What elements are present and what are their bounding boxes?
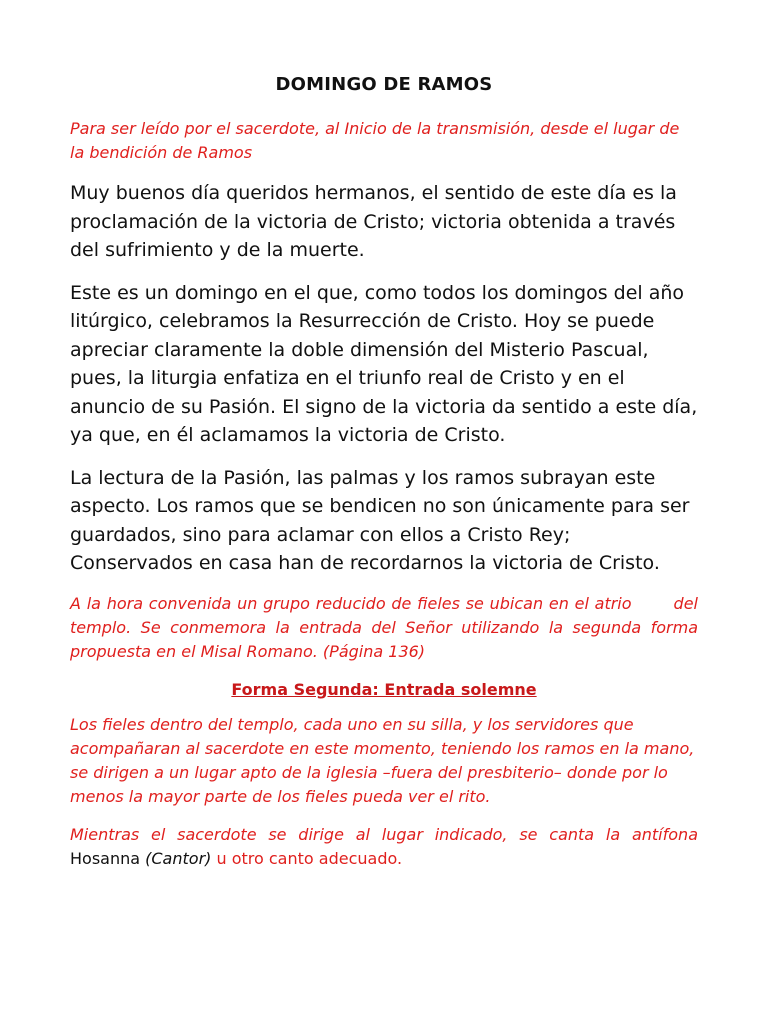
section-title: Forma Segunda: Entrada solemne bbox=[231, 679, 537, 699]
antiphon-tail: u otro canto adecuado. bbox=[216, 848, 403, 868]
rubric-antiphon-lead: Mientras el sacerdote se dirige al lugar indicado, se canta la antífona bbox=[70, 824, 698, 844]
rubric-hour-part1: A la hora convenida un grupo reducido de fieles se ubican en el atrio bbox=[70, 593, 632, 613]
paragraph-lectura: La lectura de la Pasión, las palmas y los ramos subrayan este aspecto. Los ramos que se bendicen no son únicamente para ser guardados, sino para aclamar con ellos a Cristo Rey; Conservados en casa han de recordarnos la victoria de Cristo. bbox=[70, 466, 690, 574]
rubric-fieles: Los fieles dentro del templo, cada uno en su silla, y los servidores que acompañaran al sacerdote en este momento, teniendo los ramos en la mano, se dirigen a un lugar apto de la iglesia –fuera del presbiterio– donde por lo menos la mayor parte de los fieles pueda ver el rito. bbox=[70, 714, 695, 806]
rubric-antiphon bbox=[70, 823, 698, 871]
antiphon-keyword: Hosanna bbox=[70, 848, 141, 868]
rubric-hour bbox=[70, 592, 698, 664]
paragraph-domingo: Este es un domingo en el que, como todos los domingos del año litúrgico, celebramos la Resurrección de Cristo. Hoy se puede apreciar claramente la doble dimensión del Misterio Pascual, pues, la liturgia enfatiza en el triunfo real de Cristo y en el anuncio de su Pasión. El signo de la victoria da sentido a este día, ya que, en él aclamamos la victoria de Cristo. bbox=[70, 281, 698, 446]
page-title: DOMINGO DE RAMOS bbox=[275, 74, 493, 95]
antiphon-cantor: (Cantor) bbox=[145, 848, 212, 868]
paragraph-sentido: Muy buenos día queridos hermanos, el sentido de este día es la proclamación de la victoria de Cristo; victoria obtenida a través del sufrimiento y de la muerte. bbox=[70, 182, 677, 261]
intro-rubric: Para ser leído por el sacerdote, al Inicio de la transmisión, desde el lugar de la bendición de Ramos bbox=[70, 119, 680, 162]
rubric-hour-part2: del templo. Se conmemora la entrada del Señor utilizando la segunda forma propuesta en el Misal Romano. (Página 136) bbox=[70, 593, 698, 661]
